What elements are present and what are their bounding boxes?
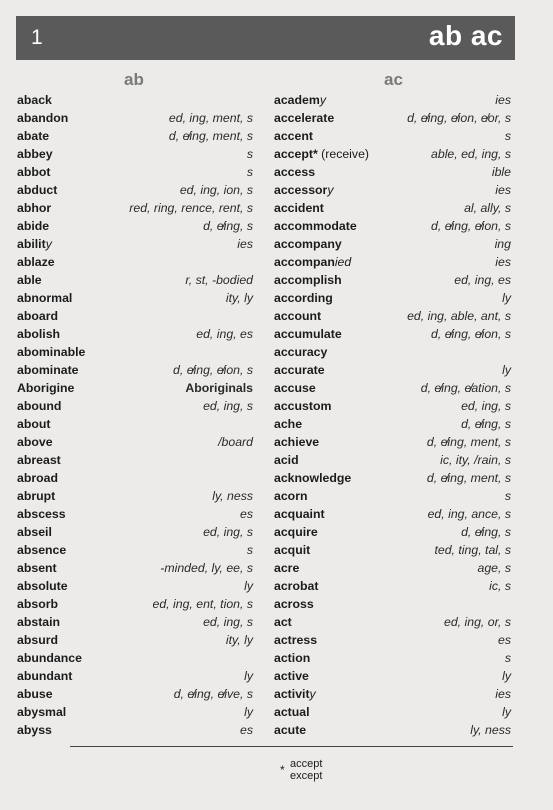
word-entry <box>274 199 511 217</box>
suffix-list: ity, ly <box>225 291 253 305</box>
headword-stem: according <box>274 291 333 305</box>
headword <box>274 91 326 109</box>
word-entry <box>274 235 511 253</box>
suffix-list: s <box>246 147 253 161</box>
suffix-list: d, e̸ing, s <box>461 525 511 539</box>
headword <box>17 523 52 541</box>
word-entry <box>274 415 511 433</box>
headword-ending: ied <box>334 255 352 269</box>
word-entry <box>274 649 511 667</box>
word-entry <box>274 289 511 307</box>
headword <box>274 361 325 379</box>
headword-stem: accident <box>274 201 324 215</box>
headword-stem: abound <box>17 399 62 413</box>
headword <box>274 325 342 343</box>
word-list-ac <box>274 91 511 739</box>
headword-note: (receive) <box>317 147 369 161</box>
suffix-list: s <box>246 165 253 179</box>
word-entry <box>274 127 511 145</box>
suffix-list: d, e̸ing, s <box>203 219 253 233</box>
headword-stem: acrobat <box>274 579 319 593</box>
suffix-list: ies <box>495 93 511 107</box>
word-entry <box>17 289 253 307</box>
headword <box>17 217 49 235</box>
suffix-list: s <box>504 129 511 143</box>
headword <box>274 379 316 397</box>
headword-stem: abbey <box>17 147 53 161</box>
word-entry <box>274 307 511 325</box>
headword-stem: accent <box>274 129 313 143</box>
word-entry <box>17 703 253 721</box>
suffix-list: ing <box>494 237 511 251</box>
headword <box>17 559 57 577</box>
headword-stem: ache <box>274 417 303 431</box>
suffix-list: /board <box>218 435 253 449</box>
word-entry <box>17 595 253 613</box>
headword-stem: abbot <box>17 165 51 179</box>
headword <box>274 487 308 505</box>
word-entry <box>274 379 511 397</box>
headword <box>17 577 68 595</box>
headword <box>17 361 79 379</box>
headword <box>274 577 318 595</box>
word-entry <box>17 253 253 271</box>
word-entry <box>17 451 253 469</box>
suffix-list: ies <box>237 237 253 251</box>
word-entry <box>274 523 511 541</box>
headword-stem: access <box>274 165 316 179</box>
word-entry <box>274 109 511 127</box>
headword <box>274 235 342 253</box>
headword-stem: accomplish <box>274 273 342 287</box>
word-entry <box>274 343 511 361</box>
suffix-list: ic, s <box>489 579 511 593</box>
headword <box>17 271 42 289</box>
word-entry <box>17 487 253 505</box>
suffix-list: ible <box>491 165 511 179</box>
suffix-list: ly <box>244 579 253 593</box>
headword-ending: y <box>327 183 334 197</box>
word-entry <box>17 667 253 685</box>
suffix-list: -minded, ly, ee, s <box>160 561 253 575</box>
column-heading-ac: ac <box>384 70 403 89</box>
headword-stem: actress <box>274 633 318 647</box>
headword <box>274 271 342 289</box>
headword <box>274 181 334 199</box>
headword-stem: accept* <box>274 147 318 161</box>
headword <box>17 181 57 199</box>
word-entry <box>17 685 253 703</box>
headword <box>17 379 74 397</box>
headword <box>274 649 310 667</box>
word-entry <box>17 523 253 541</box>
word-entry <box>274 325 511 343</box>
headword <box>274 217 357 235</box>
headword-stem: abolish <box>17 327 61 341</box>
headword-stem: active <box>274 669 309 683</box>
headword <box>17 127 49 145</box>
suffix-list: al, ally, s <box>464 201 511 215</box>
word-entry <box>17 109 253 127</box>
headword <box>17 145 53 163</box>
headword <box>274 667 309 685</box>
word-entry <box>17 577 253 595</box>
suffix-list: es <box>240 507 253 521</box>
word-entry <box>274 361 511 379</box>
suffix-list: r, st, -bodied <box>185 273 253 287</box>
word-list-ab <box>17 91 253 739</box>
word-entry <box>17 469 253 487</box>
headword-stem: account <box>274 309 322 323</box>
headword <box>17 235 52 253</box>
headword-stem: above <box>17 435 53 449</box>
word-entry <box>17 235 253 253</box>
headword <box>274 253 351 271</box>
headword-stem: abrupt <box>17 489 56 503</box>
suffix-list: ed, ing, s <box>203 615 253 629</box>
headword-stem: abstain <box>17 615 61 629</box>
headword <box>17 289 72 307</box>
suffix-list: ly <box>502 291 511 305</box>
word-entry <box>17 217 253 235</box>
suffix-list: d, e̸ing, e̸ation, s <box>420 381 511 395</box>
headword-stem: absent <box>17 561 57 575</box>
headword <box>274 703 310 721</box>
suffix-list: d, e̸ing, e̸ion, s <box>431 219 511 233</box>
headword <box>274 685 316 703</box>
word-entry <box>274 595 511 613</box>
headword <box>17 649 82 667</box>
word-entry <box>274 613 511 631</box>
suffix-list: red, ring, rence, rent, s <box>129 201 253 215</box>
headword-stem: actual <box>274 705 310 719</box>
suffix-list: d, e̸ing, ment, s <box>426 435 511 449</box>
page-letter-range: ab ac <box>428 20 503 51</box>
headword-stem: able <box>17 273 42 287</box>
headword-stem: abandon <box>17 111 69 125</box>
word-entry <box>17 631 253 649</box>
headword-stem: action <box>274 651 311 665</box>
headword-stem: abreast <box>17 453 61 467</box>
headword <box>17 721 52 739</box>
headword <box>274 415 302 433</box>
headword <box>17 433 53 451</box>
headword <box>274 559 299 577</box>
headword-stem: abundance <box>17 651 82 665</box>
headword <box>274 307 321 325</box>
headword <box>17 487 55 505</box>
headword-stem: acquaint <box>274 507 325 521</box>
page-number: 1 <box>31 26 43 49</box>
headword <box>274 721 306 739</box>
suffix-list: age, s <box>477 561 511 575</box>
headword <box>274 343 327 361</box>
suffix-list: d, e̸ing, e̸ion, s <box>431 327 511 341</box>
headword-stem: accommodate <box>274 219 357 233</box>
suffix-list: ted, ting, tal, s <box>434 543 511 557</box>
headword <box>274 145 369 163</box>
headword-stem: absorb <box>17 597 58 611</box>
headword-stem: abscess <box>17 507 66 521</box>
page-header-bar <box>16 16 515 60</box>
word-entry <box>274 559 511 577</box>
suffix-list: ies <box>495 183 511 197</box>
word-entry <box>17 91 253 109</box>
word-entry <box>274 253 511 271</box>
headword-stem: accompany <box>274 237 342 251</box>
headword <box>274 505 325 523</box>
headword-stem: activit <box>274 687 310 701</box>
headword-stem: aboard <box>17 309 58 323</box>
headword-ending: y <box>45 237 52 251</box>
headword-stem: accompan <box>274 255 335 269</box>
suffix-list: ed, ing, ment, s <box>168 111 253 125</box>
suffix-list: ly <box>244 669 253 683</box>
headword-stem: accustom <box>274 399 332 413</box>
headword <box>17 415 50 433</box>
footnote-line-except: except <box>290 770 323 782</box>
headword <box>274 109 334 127</box>
word-entry <box>17 721 253 739</box>
column-heading-ab: ab <box>124 70 144 89</box>
headword <box>17 163 50 181</box>
headword-stem: abhor <box>17 201 52 215</box>
headword-stem: accuracy <box>274 345 328 359</box>
headword-stem: abduct <box>17 183 58 197</box>
headword-stem: abroad <box>17 471 58 485</box>
headword <box>17 613 60 631</box>
word-entry <box>17 127 253 145</box>
word-entry <box>17 379 253 397</box>
headword <box>274 631 317 649</box>
headword <box>274 127 313 145</box>
headword <box>274 451 299 469</box>
headword-stem: accuse <box>274 381 316 395</box>
headword <box>17 343 85 361</box>
suffix-list: ed, ing, es <box>196 327 253 341</box>
suffix-list: able, ed, ing, s <box>431 147 511 161</box>
suffix-list: s <box>504 489 511 503</box>
word-entry <box>274 631 511 649</box>
headword <box>274 199 324 217</box>
headword-stem: acquire <box>274 525 318 539</box>
footnote-line-accept: accept <box>290 758 323 770</box>
headword-stem: acorn <box>274 489 308 503</box>
footnote-marker: * <box>280 763 285 777</box>
word-entry <box>274 469 511 487</box>
word-entry <box>17 397 253 415</box>
headword <box>17 397 61 415</box>
word-entry <box>274 667 511 685</box>
headword-stem: achieve <box>274 435 320 449</box>
headword-stem: abide <box>17 219 50 233</box>
headword <box>17 91 52 109</box>
headword-stem: abominable <box>17 345 86 359</box>
suffix-list: ed, ing, s <box>203 399 253 413</box>
suffix-list: ic, ity, /rain, s <box>440 453 511 467</box>
word-entry <box>274 163 511 181</box>
word-entry <box>274 703 511 721</box>
suffix-list: d, e̸ing, s <box>461 417 511 431</box>
headword <box>17 703 66 721</box>
word-entry <box>17 199 253 217</box>
suffix-list: ed, ing, or, s <box>444 615 511 629</box>
headword <box>17 685 53 703</box>
headword <box>17 631 58 649</box>
word-entry <box>17 433 253 451</box>
headword <box>17 595 58 613</box>
headword-stem: accelerate <box>274 111 335 125</box>
headword <box>274 613 292 631</box>
headword-stem: academ <box>274 93 320 107</box>
word-entry <box>274 685 511 703</box>
headword-stem: acid <box>274 453 299 467</box>
word-entry <box>17 307 253 325</box>
word-entry <box>17 145 253 163</box>
suffix-list: ly, ness <box>212 489 253 503</box>
headword <box>17 505 66 523</box>
headword <box>17 109 68 127</box>
headword-stem: abysmal <box>17 705 67 719</box>
word-entry <box>17 343 253 361</box>
headword-stem: aback <box>17 93 52 107</box>
word-entry <box>17 361 253 379</box>
word-entry <box>17 613 253 631</box>
headword <box>17 253 55 271</box>
suffix-list: es <box>498 633 511 647</box>
suffix-list: d, e̸ing, e̸ion, s <box>173 363 253 377</box>
headword <box>17 199 51 217</box>
headword <box>17 469 58 487</box>
suffix-list: ies <box>495 687 511 701</box>
word-entry <box>17 415 253 433</box>
word-entry <box>274 217 511 235</box>
headword-stem: acute <box>274 723 307 737</box>
suffix-list: ly <box>502 363 511 377</box>
suffix-list: ly <box>502 669 511 683</box>
headword-stem: absurd <box>17 633 58 647</box>
headword-stem: acre <box>274 561 300 575</box>
headword <box>274 523 318 541</box>
word-entry <box>274 145 511 163</box>
word-entry <box>274 721 511 739</box>
headword-stem: abate <box>17 129 50 143</box>
suffix-list: ity, ly <box>225 633 253 647</box>
headword <box>274 163 315 181</box>
word-entry <box>274 181 511 199</box>
headword-stem: accessor <box>274 183 328 197</box>
suffix-list: ed, ing, ance, s <box>427 507 511 521</box>
word-entry <box>17 181 253 199</box>
word-entry <box>274 397 511 415</box>
headword-stem: ablaze <box>17 255 55 269</box>
headword-stem: abundant <box>17 669 73 683</box>
word-entry <box>17 559 253 577</box>
word-entry <box>274 91 511 109</box>
headword-stem: Aborigine <box>17 381 75 395</box>
word-entry <box>274 577 511 595</box>
headword-stem: about <box>17 417 51 431</box>
suffix-list: Aboriginals <box>185 381 253 395</box>
suffix-list: d, e̸ing, ment, s <box>168 129 253 143</box>
word-entry <box>17 163 253 181</box>
suffix-list: d, e̸ing, ment, s <box>426 471 511 485</box>
word-entry <box>274 505 511 523</box>
headword-stem: accurate <box>274 363 325 377</box>
headword <box>17 307 58 325</box>
suffix-list: es <box>240 723 253 737</box>
headword <box>274 397 331 415</box>
suffix-list: ly <box>502 705 511 719</box>
suffix-list: ed, ing, s <box>203 525 253 539</box>
word-entry <box>274 433 511 451</box>
word-entry <box>17 271 253 289</box>
suffix-list: ies <box>495 255 511 269</box>
suffix-list: s <box>504 651 511 665</box>
suffix-list: ed, ing, es <box>454 273 511 287</box>
headword-stem: abuse <box>17 687 53 701</box>
headword-stem: abominate <box>17 363 79 377</box>
headword <box>17 541 66 559</box>
suffix-list: ly <box>244 705 253 719</box>
headword <box>274 469 351 487</box>
word-entry <box>17 325 253 343</box>
headword-ending: y <box>319 93 326 107</box>
headword-stem: abnormal <box>17 291 73 305</box>
suffix-list: s <box>246 543 253 557</box>
headword <box>274 433 319 451</box>
headword-stem: across <box>274 597 314 611</box>
suffix-list: d, e̸ing, e̸ive, s <box>173 687 253 701</box>
headword <box>17 667 72 685</box>
headword <box>17 451 61 469</box>
headword-stem: abseil <box>17 525 52 539</box>
suffix-list: ed, ing, ent, tion, s <box>152 597 253 611</box>
word-entry <box>274 487 511 505</box>
suffix-list: ed, ing, s <box>461 399 511 413</box>
suffix-list: ed, ing, ion, s <box>179 183 253 197</box>
suffix-list: ed, ing, able, ant, s <box>407 309 511 323</box>
headword <box>274 595 314 613</box>
suffix-list: d, e̸ing, e̸ion, e̸or, s <box>407 111 511 125</box>
word-entry <box>274 541 511 559</box>
word-entry <box>17 649 253 667</box>
word-entry <box>17 541 253 559</box>
headword-ending: y <box>309 687 316 701</box>
headword-stem: absence <box>17 543 67 557</box>
headword-stem: accumulate <box>274 327 342 341</box>
headword-stem: abilit <box>17 237 46 251</box>
word-entry <box>17 505 253 523</box>
headword <box>274 289 333 307</box>
headword-stem: absolute <box>17 579 68 593</box>
headword-stem: abyss <box>17 723 52 737</box>
headword-stem: act <box>274 615 292 629</box>
footer-divider <box>70 746 513 747</box>
headword <box>17 325 60 343</box>
headword-stem: acknowledge <box>274 471 352 485</box>
suffix-list: ly, ness <box>470 723 511 737</box>
word-entry <box>274 451 511 469</box>
word-entry <box>274 271 511 289</box>
headword-stem: acquit <box>274 543 311 557</box>
headword <box>274 541 310 559</box>
